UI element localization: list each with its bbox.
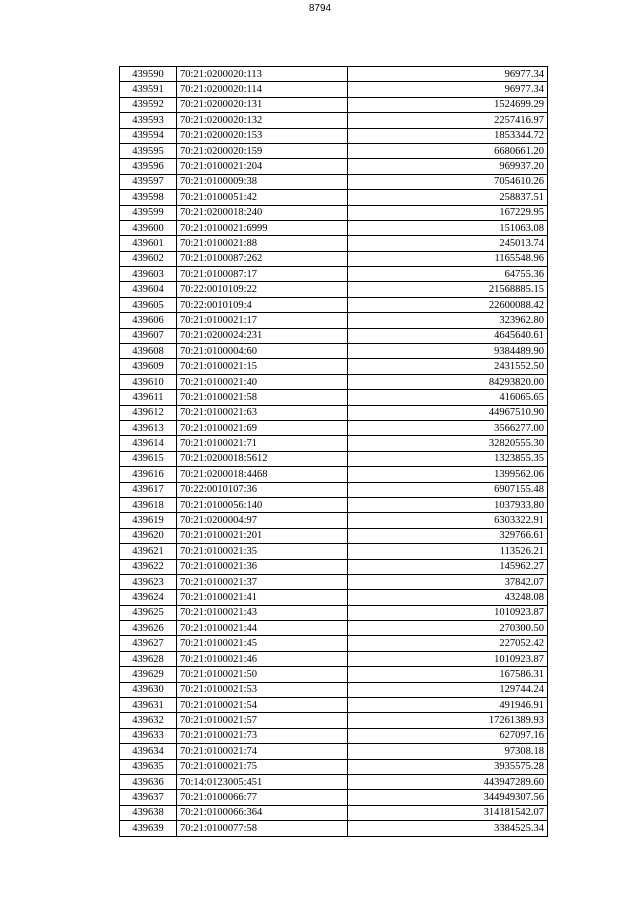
table-row — [120, 621, 548, 636]
cadastral-number-cell: 70:21:0100021:53 — [177, 682, 348, 697]
cadastral-number-cell: 70:21:0100021:35 — [177, 544, 348, 559]
table-row — [120, 559, 548, 574]
value-cell: 167586.31 — [348, 667, 548, 682]
record-id-cell: 439639 — [120, 821, 177, 836]
table-row — [120, 759, 548, 774]
cadastral-number-cell: 70:21:0100021:46 — [177, 651, 348, 666]
table-row — [120, 497, 548, 512]
cadastral-number-cell: 70:21:0200018:240 — [177, 205, 348, 220]
cadastral-number-cell: 70:21:0100021:15 — [177, 359, 348, 374]
cadastral-number-cell: 70:21:0100051:42 — [177, 190, 348, 205]
value-cell: 1524699.29 — [348, 97, 548, 112]
table-row — [120, 774, 548, 789]
table-row — [120, 467, 548, 482]
table-row — [120, 744, 548, 759]
record-id-cell: 439596 — [120, 159, 177, 174]
record-id-cell: 439604 — [120, 282, 177, 297]
cadastral-number-cell: 70:21:0100066:364 — [177, 805, 348, 820]
table-row — [120, 513, 548, 528]
cadastral-number-cell: 70:21:0200020:132 — [177, 113, 348, 128]
table-row — [120, 713, 548, 728]
record-id-cell: 439632 — [120, 713, 177, 728]
cadastral-number-cell: 70:21:0100021:201 — [177, 528, 348, 543]
table-row — [120, 174, 548, 189]
cadastral-number-cell: 70:21:0100021:50 — [177, 667, 348, 682]
cadastral-number-cell: 70:21:0100021:36 — [177, 559, 348, 574]
value-cell: 3566277.00 — [348, 420, 548, 435]
cadastral-number-cell: 70:21:0100087:17 — [177, 267, 348, 282]
cadastral-number-cell: 70:21:0200020:153 — [177, 128, 348, 143]
table-row — [120, 297, 548, 312]
record-id-cell: 439629 — [120, 667, 177, 682]
table-row — [120, 267, 548, 282]
cadastral-number-cell: 70:21:0200024:231 — [177, 328, 348, 343]
value-cell: 44967510.90 — [348, 405, 548, 420]
record-id-cell: 439616 — [120, 467, 177, 482]
value-cell: 491946.91 — [348, 698, 548, 713]
cadastral-number-cell: 70:21:0100021:37 — [177, 574, 348, 589]
record-id-cell: 439615 — [120, 451, 177, 466]
value-cell: 43248.08 — [348, 590, 548, 605]
table-row — [120, 359, 548, 374]
record-id-cell: 439611 — [120, 390, 177, 405]
cadastral-number-cell: 70:21:0100021:71 — [177, 436, 348, 451]
record-id-cell: 439633 — [120, 728, 177, 743]
record-id-cell: 439630 — [120, 682, 177, 697]
table-row — [120, 636, 548, 651]
value-cell: 3384525.34 — [348, 821, 548, 836]
cadastral-number-cell: 70:21:0100021:40 — [177, 374, 348, 389]
table-row — [120, 220, 548, 235]
table-row — [120, 790, 548, 805]
value-cell: 17261389.93 — [348, 713, 548, 728]
value-cell: 129744.24 — [348, 682, 548, 697]
cadastral-number-cell: 70:21:0100021:69 — [177, 420, 348, 435]
record-id-cell: 439638 — [120, 805, 177, 820]
cadastral-number-cell: 70:22:0010109:22 — [177, 282, 348, 297]
table-row — [120, 682, 548, 697]
cadastral-number-cell: 70:21:0200020:131 — [177, 97, 348, 112]
table-row — [120, 667, 548, 682]
value-cell: 32820555.30 — [348, 436, 548, 451]
record-id-cell: 439595 — [120, 143, 177, 158]
table-row — [120, 190, 548, 205]
cadastral-number-cell: 70:21:0100021:41 — [177, 590, 348, 605]
record-id-cell: 439607 — [120, 328, 177, 343]
cadastral-number-cell: 70:21:0100004:60 — [177, 344, 348, 359]
value-cell: 22600088.42 — [348, 297, 548, 312]
record-id-cell: 439606 — [120, 313, 177, 328]
page-number: 8794 — [308, 3, 332, 14]
record-id-cell: 439590 — [120, 67, 177, 82]
cadastral-number-cell: 70:21:0100021:73 — [177, 728, 348, 743]
record-id-cell: 439625 — [120, 605, 177, 620]
value-cell: 151063.08 — [348, 220, 548, 235]
record-id-cell: 439603 — [120, 267, 177, 282]
table-row — [120, 344, 548, 359]
record-id-cell: 439602 — [120, 251, 177, 266]
value-cell: 227052.42 — [348, 636, 548, 651]
value-cell: 258837.51 — [348, 190, 548, 205]
table-row — [120, 282, 548, 297]
table-row — [120, 251, 548, 266]
cadastral-number-cell: 70:21:0100021:54 — [177, 698, 348, 713]
value-cell: 145962.27 — [348, 559, 548, 574]
value-cell: 6680661.20 — [348, 143, 548, 158]
table-row — [120, 236, 548, 251]
value-cell: 443947289.60 — [348, 774, 548, 789]
cadastral-number-cell: 70:21:0100021:75 — [177, 759, 348, 774]
table-row — [120, 651, 548, 666]
value-cell: 21568885.15 — [348, 282, 548, 297]
cadastral-number-cell: 70:21:0100077:58 — [177, 821, 348, 836]
value-cell: 323962.80 — [348, 313, 548, 328]
cadastral-number-cell: 70:21:0100021:88 — [177, 236, 348, 251]
record-id-cell: 439600 — [120, 220, 177, 235]
cadastral-number-cell: 70:21:0100021:204 — [177, 159, 348, 174]
value-cell: 96977.34 — [348, 67, 548, 82]
table-row — [120, 728, 548, 743]
record-id-cell: 439593 — [120, 113, 177, 128]
record-id-cell: 439609 — [120, 359, 177, 374]
table-row — [120, 67, 548, 82]
table-row — [120, 82, 548, 97]
value-cell: 416065.65 — [348, 390, 548, 405]
table-row — [120, 821, 548, 836]
cadastral-number-cell: 70:21:0200020:114 — [177, 82, 348, 97]
table-row — [120, 159, 548, 174]
record-id-cell: 439613 — [120, 420, 177, 435]
value-cell: 3935575.28 — [348, 759, 548, 774]
table-row — [120, 313, 548, 328]
record-id-cell: 439619 — [120, 513, 177, 528]
table-row — [120, 405, 548, 420]
cadastral-number-cell: 70:14:0123005:451 — [177, 774, 348, 789]
cadastral-number-cell: 70:21:0100021:63 — [177, 405, 348, 420]
value-cell: 344949307.56 — [348, 790, 548, 805]
record-id-cell: 439635 — [120, 759, 177, 774]
value-cell: 6303322.91 — [348, 513, 548, 528]
value-cell: 6907155.48 — [348, 482, 548, 497]
record-id-cell: 439634 — [120, 744, 177, 759]
record-id-cell: 439605 — [120, 297, 177, 312]
value-cell: 1037933.80 — [348, 497, 548, 512]
cadastral-number-cell: 70:21:0100009:38 — [177, 174, 348, 189]
record-id-cell: 439601 — [120, 236, 177, 251]
value-cell: 97308.18 — [348, 744, 548, 759]
cadastral-number-cell: 70:21:0100021:57 — [177, 713, 348, 728]
record-id-cell: 439610 — [120, 374, 177, 389]
table-row — [120, 374, 548, 389]
value-cell: 1323855.35 — [348, 451, 548, 466]
cadastral-number-cell: 70:21:0100087:262 — [177, 251, 348, 266]
record-id-cell: 439594 — [120, 128, 177, 143]
value-cell: 270300.50 — [348, 621, 548, 636]
table-row — [120, 436, 548, 451]
table-row — [120, 390, 548, 405]
table-row — [120, 328, 548, 343]
value-cell: 969937.20 — [348, 159, 548, 174]
cadastral-number-cell: 70:21:0200018:5612 — [177, 451, 348, 466]
value-cell: 2431552.50 — [348, 359, 548, 374]
table-row — [120, 805, 548, 820]
value-cell: 1165548.96 — [348, 251, 548, 266]
table-row — [120, 574, 548, 589]
record-id-cell: 439626 — [120, 621, 177, 636]
record-id-cell: 439598 — [120, 190, 177, 205]
record-id-cell: 439612 — [120, 405, 177, 420]
table-row — [120, 97, 548, 112]
value-cell: 7054610.26 — [348, 174, 548, 189]
table-row — [120, 113, 548, 128]
table-row — [120, 605, 548, 620]
value-cell: 64755.36 — [348, 267, 548, 282]
value-cell: 627097.16 — [348, 728, 548, 743]
value-cell: 245013.74 — [348, 236, 548, 251]
cadastral-number-cell: 70:21:0100021:43 — [177, 605, 348, 620]
value-cell: 84293820.00 — [348, 374, 548, 389]
record-id-cell: 439622 — [120, 559, 177, 574]
record-id-cell: 439628 — [120, 651, 177, 666]
value-cell: 9384489.90 — [348, 344, 548, 359]
cadastral-number-cell: 70:21:0200004:97 — [177, 513, 348, 528]
value-cell: 167229.95 — [348, 205, 548, 220]
value-cell: 2257416.97 — [348, 113, 548, 128]
record-id-cell: 439608 — [120, 344, 177, 359]
table-row — [120, 205, 548, 220]
table-row — [120, 698, 548, 713]
value-cell: 1010923.87 — [348, 605, 548, 620]
table-row — [120, 590, 548, 605]
cadastral-number-cell: 70:21:0100021:6999 — [177, 220, 348, 235]
table-row — [120, 544, 548, 559]
records-table — [119, 66, 548, 837]
value-cell: 329766.61 — [348, 528, 548, 543]
record-id-cell: 439636 — [120, 774, 177, 789]
cadastral-number-cell: 70:21:0100021:45 — [177, 636, 348, 651]
record-id-cell: 439592 — [120, 97, 177, 112]
record-id-cell: 439591 — [120, 82, 177, 97]
cadastral-number-cell: 70:21:0100056:140 — [177, 497, 348, 512]
cadastral-number-cell: 70:22:0010109:4 — [177, 297, 348, 312]
cadastral-number-cell: 70:21:0100021:17 — [177, 313, 348, 328]
value-cell: 1010923.87 — [348, 651, 548, 666]
cadastral-number-cell: 70:21:0200018:4468 — [177, 467, 348, 482]
value-cell: 1853344.72 — [348, 128, 548, 143]
record-id-cell: 439623 — [120, 574, 177, 589]
value-cell: 1399562.06 — [348, 467, 548, 482]
cadastral-number-cell: 70:21:0100021:44 — [177, 621, 348, 636]
value-cell: 37842.07 — [348, 574, 548, 589]
record-id-cell: 439618 — [120, 497, 177, 512]
record-id-cell: 439617 — [120, 482, 177, 497]
table-row — [120, 143, 548, 158]
record-id-cell: 439624 — [120, 590, 177, 605]
table-row — [120, 128, 548, 143]
record-id-cell: 439631 — [120, 698, 177, 713]
cadastral-number-cell: 70:21:0100066:77 — [177, 790, 348, 805]
record-id-cell: 439620 — [120, 528, 177, 543]
value-cell: 4645640.61 — [348, 328, 548, 343]
cadastral-number-cell: 70:21:0100021:74 — [177, 744, 348, 759]
cadastral-number-cell: 70:21:0200020:159 — [177, 143, 348, 158]
cadastral-number-cell: 70:21:0100021:58 — [177, 390, 348, 405]
table-row — [120, 528, 548, 543]
record-id-cell: 439637 — [120, 790, 177, 805]
cadastral-number-cell: 70:21:0200020:113 — [177, 67, 348, 82]
record-id-cell: 439627 — [120, 636, 177, 651]
table-row — [120, 482, 548, 497]
record-id-cell: 439599 — [120, 205, 177, 220]
records-table-body — [120, 67, 548, 837]
value-cell: 96977.34 — [348, 82, 548, 97]
record-id-cell: 439597 — [120, 174, 177, 189]
value-cell: 113526.21 — [348, 544, 548, 559]
record-id-cell: 439614 — [120, 436, 177, 451]
record-id-cell: 439621 — [120, 544, 177, 559]
value-cell: 314181542.07 — [348, 805, 548, 820]
cadastral-number-cell: 70:22:0010107:36 — [177, 482, 348, 497]
table-row — [120, 420, 548, 435]
table-row — [120, 451, 548, 466]
